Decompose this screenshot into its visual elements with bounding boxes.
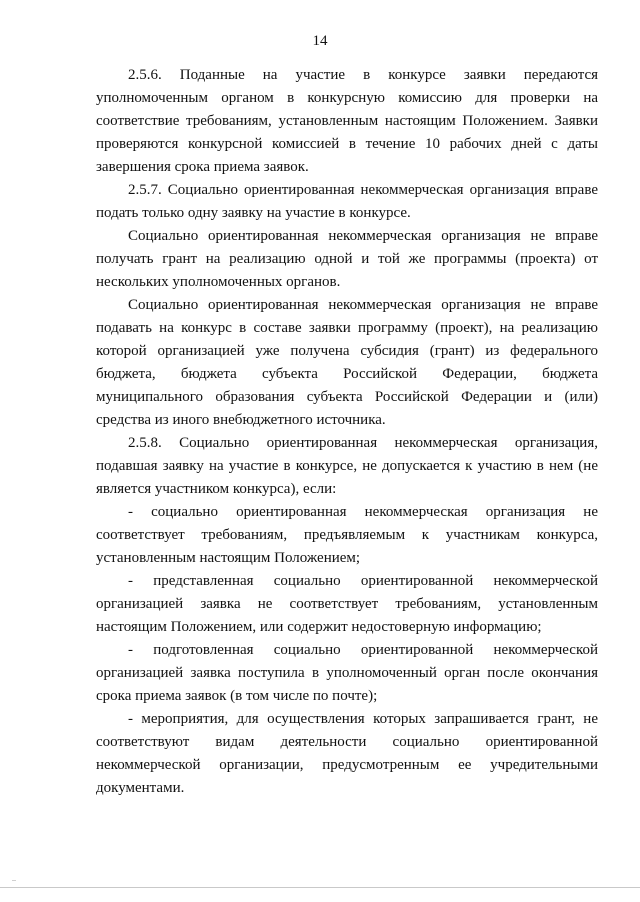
- page-bottom-edge: [0, 887, 640, 888]
- paragraph-prior-subsidy: Социально ориентированная некоммерческая организация не вправе подавать на конкурс в составе заявки программу (проект), на реализацию которой организацией уже получена субсидия (грант) из федерального бюджета, бюджета субъекта Российской Федерации, бюджета муниципального образования субъекта Российской Федерации и (или) средства из иного внебюджетного источника.: [96, 297, 598, 428]
- paragraph-2-5-6: 2.5.6. Поданные на участие в конкурсе заявки передаются уполномоченным органом в конкурсную комиссию для проверки на соответствие требованиям, установленным настоящим Положением. Заявки проверяются конкурсной комиссией в течение 10 рабочих дней с даты завершения срока приема заявок.: [96, 67, 598, 175]
- paragraph-2-5-8: 2.5.8. Социально ориентированная некоммерческая организация, подавшая заявку на участие в конкурсе, не допускается к участию в нем (не является участником конкурса), если:: [96, 435, 598, 497]
- list-item-activities-mismatch: - мероприятия, для осуществления которых запрашивается грант, не соответствуют видам деятельности социально ориентированной некоммерческой организации, предусмотренным ее учредительными документами.: [96, 711, 598, 796]
- document-body: [96, 64, 598, 800]
- list-item-late-application: - подготовленная социально ориентированной некоммерческой организацией заявка поступила в уполномоченный орган после окончания срока приема заявок (в том числе по почте);: [96, 642, 598, 704]
- list-item-invalid-application: - представленная социально ориентированной некоммерческой организацией заявка не соответствует требованиям, установленным настоящим Положением, или содержит недостоверную информацию;: [96, 573, 598, 635]
- page-number: 14: [312, 33, 328, 49]
- paragraph-2-5-7: 2.5.7. Социально ориентированная некоммерческая организация вправе подать только одну заявку на участие в конкурсе.: [96, 182, 598, 221]
- paragraph-single-grant: Социально ориентированная некоммерческая организация не вправе получать грант на реализацию одной и той же программы (проекта) от нескольких уполномоченных органов.: [96, 228, 598, 290]
- scan-artifact: [12, 880, 16, 881]
- list-item-requirements: - социально ориентированная некоммерческая организация не соответствует требованиям, предъявляемым к участникам конкурса, установленным настоящим Положением;: [96, 504, 598, 566]
